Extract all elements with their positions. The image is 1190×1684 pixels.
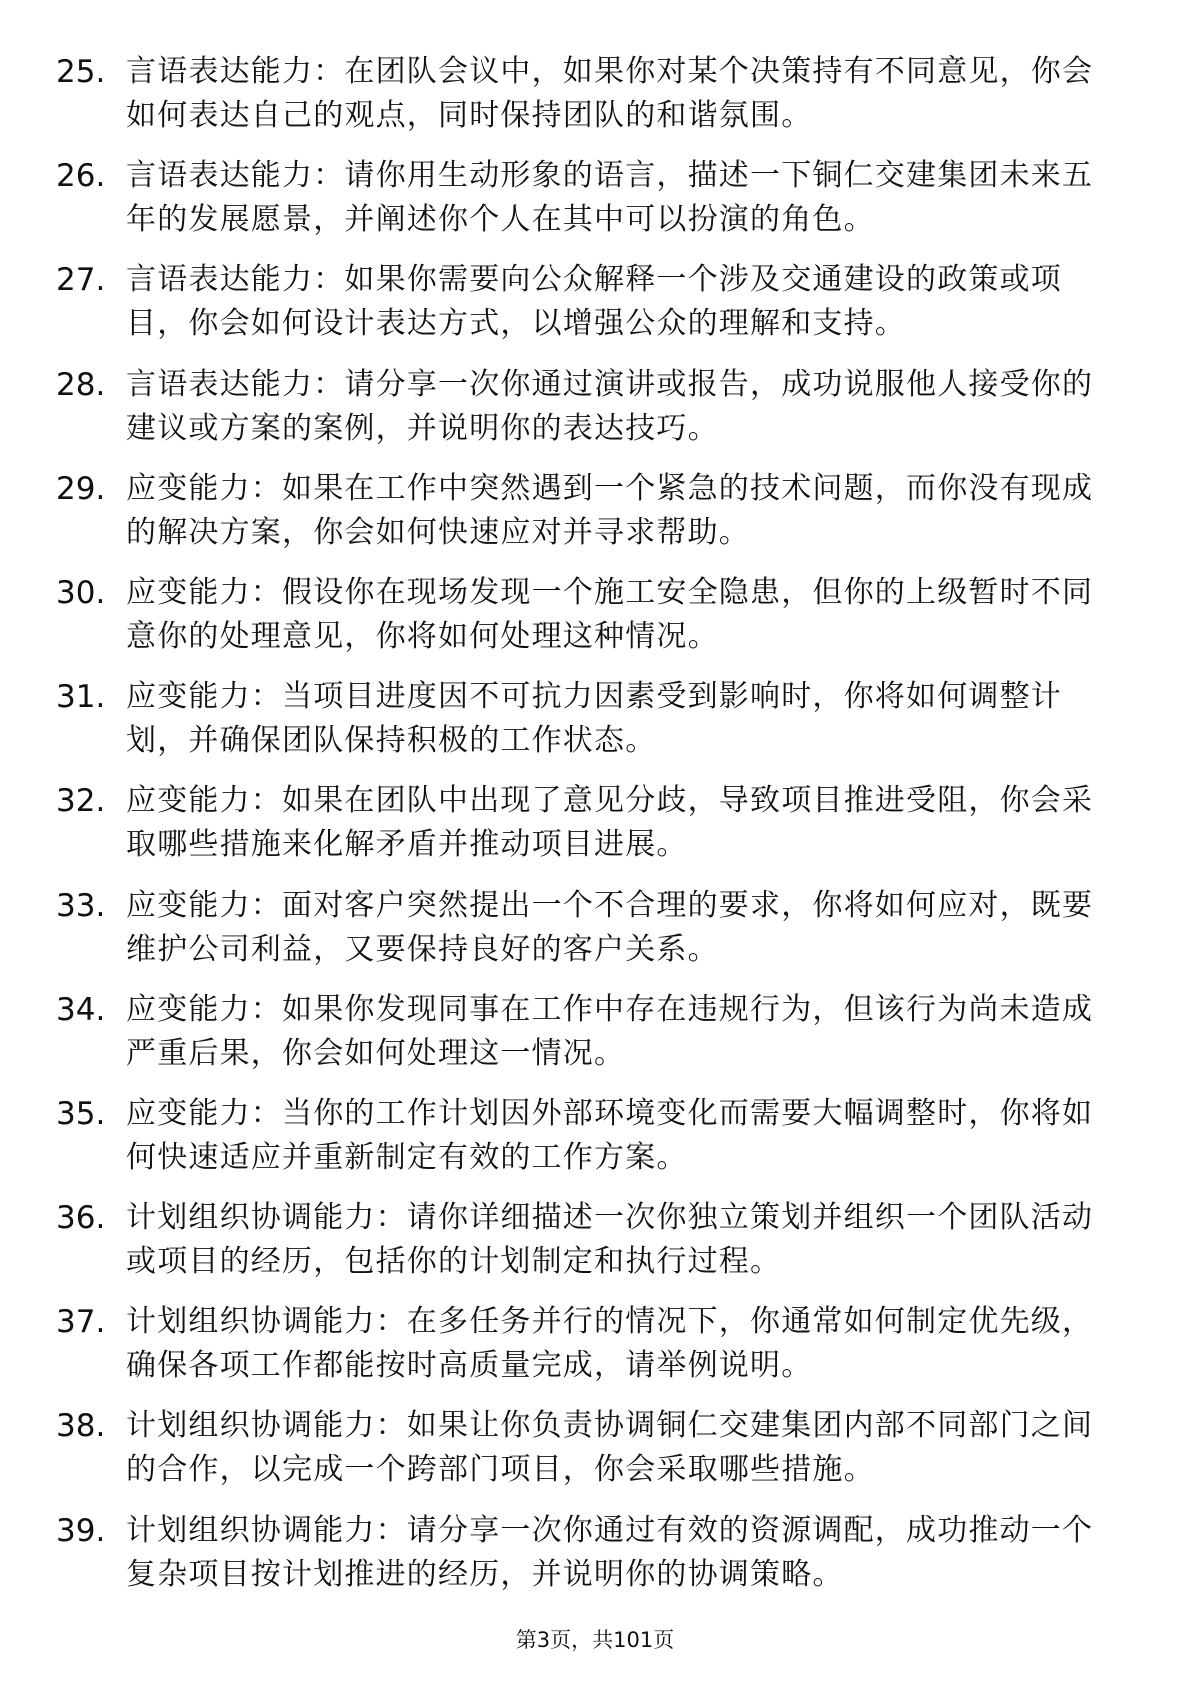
question-item-35 [56,1092,1116,1180]
question-text: 言语表达能力：请分享一次你通过演讲或报告，成功说服他人接受你的建议或方案的案例，并说明你的表达技巧。 [126,366,1094,446]
question-item-33 [56,884,1116,972]
question-item-34 [56,988,1116,1076]
question-item-26 [56,154,1116,242]
page-number-label: 第3页，共101页 [515,1628,675,1652]
question-text: 计划组织协调能力：在多任务并行的情况下，你通常如何制定优先级，确保各项工作都能按时高质量完成，请举例说明。 [126,1304,1094,1384]
question-number: 32. [56,783,106,820]
question-number: 27. [56,262,106,299]
question-number: 35. [56,1095,106,1132]
question-text: 言语表达能力：请你用生动形象的语言，描述一下铜仁交建集团未来五年的发展愿景，并阐述你个人在其中可以扮演的角色。 [126,158,1094,238]
question-number: 25. [56,54,106,90]
question-number: 28. [56,366,106,403]
question-number: 33. [56,887,106,924]
question-item-29 [56,467,1116,555]
question-text: 应变能力：面对客户突然提出一个不合理的要求，你将如何应对，既要维护公司利益，又要保持良好的客户关系。 [126,887,1094,967]
question-text: 应变能力：如果你发现同事在工作中存在违规行为，但该行为尚未造成严重后果，你会如何处理这一情况。 [126,991,1094,1071]
page-footer [0,1626,1190,1654]
question-text: 计划组织协调能力：请你详细描述一次你独立策划并组织一个团队活动或项目的经历，包括你的计划制定和执行过程。 [126,1200,1094,1280]
question-item-28 [56,363,1116,451]
question-list [56,50,1116,1613]
question-number: 38. [56,1408,106,1445]
question-text: 言语表达能力：在团队会议中，如果你对某个决策持有不同意见，你会如何表达自己的观点，同时保持团队的和谐氛围。 [126,54,1094,133]
question-text: 应变能力：当项目进度因不可抗力因素受到影响时，你将如何调整计划，并确保团队保持积极的工作状态。 [126,679,1062,759]
question-number: 36. [56,1200,106,1237]
question-number: 31. [56,679,106,716]
question-number: 37. [56,1304,106,1341]
question-item-30 [56,571,1116,659]
question-text: 应变能力：假设你在现场发现一个施工安全隐患，但你的上级暂时不同意你的处理意见，你将如何处理这种情况。 [126,574,1094,654]
question-item-36 [56,1196,1116,1284]
question-text: 计划组织协调能力：请分享一次你通过有效的资源调配，成功推动一个复杂项目按计划推进的经历，并说明你的协调策略。 [126,1512,1094,1592]
question-text: 言语表达能力：如果你需要向公众解释一个涉及交通建设的政策或项目，你会如何设计表达方式，以增强公众的理解和支持。 [126,262,1062,342]
question-item-39 [56,1509,1116,1597]
question-item-27 [56,258,1116,346]
question-item-31 [56,675,1116,763]
question-text: 应变能力：如果在团队中出现了意见分歧，导致项目推进受阻，你会采取哪些措施来化解矛盾并推动项目进展。 [126,783,1094,863]
question-number: 39. [56,1512,106,1549]
question-number: 34. [56,991,106,1028]
question-number: 26. [56,158,106,195]
question-item-37 [56,1300,1116,1388]
question-item-32 [56,779,1116,867]
question-text: 应变能力：当你的工作计划因外部环境变化而需要大幅调整时，你将如何快速适应并重新制定有效的工作方案。 [126,1095,1094,1175]
question-number: 29. [56,470,106,507]
question-item-25 [56,50,1116,138]
question-text: 应变能力：如果在工作中突然遇到一个紧急的技术问题，而你没有现成的解决方案，你会如何快速应对并寻求帮助。 [126,470,1094,550]
question-item-38 [56,1404,1116,1492]
question-number: 30. [56,574,106,611]
question-text: 计划组织协调能力：如果让你负责协调铜仁交建集团内部不同部门之间的合作，以完成一个跨部门项目，你会采取哪些措施。 [126,1408,1094,1488]
